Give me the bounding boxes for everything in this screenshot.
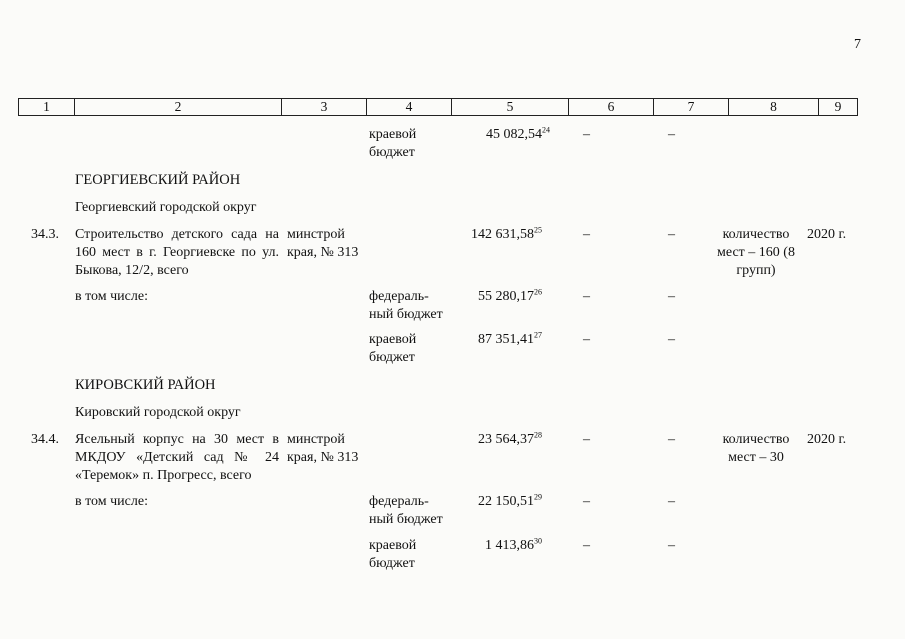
municipal-district: Георгиевский городской округ	[75, 200, 257, 215]
col6-dash: –	[583, 227, 590, 242]
municipal-district: Кировский городской округ	[75, 405, 241, 420]
header-col-2: 2	[75, 99, 282, 115]
district-heading: КИРОВСКИЙ РАЙОН	[75, 377, 216, 393]
header-col-3: 3	[282, 99, 367, 115]
header-col-8: 8	[729, 99, 819, 115]
header-col-9: 9	[834, 99, 842, 114]
budget-source: краевой бюджет	[369, 332, 417, 365]
amount: 1 413,86$^{30}$	[485, 536, 542, 553]
amount: 142 631,58$^{25}$	[471, 225, 542, 242]
amount: 45 082,54$^{24}$	[486, 125, 550, 142]
col7-dash: –	[668, 494, 675, 509]
item-number: 34.3.	[31, 227, 59, 242]
col6-dash: –	[583, 127, 590, 142]
responsible-ministry: минстрой края, № 313	[287, 227, 359, 260]
responsible-ministry: минстрой края, № 313	[287, 432, 359, 465]
budget-source: краевой бюджет	[369, 538, 417, 571]
page-number: 7	[854, 37, 861, 52]
header-col-4: 4	[367, 99, 452, 115]
header-col-1: 1	[19, 99, 75, 115]
col6-dash: –	[583, 289, 590, 304]
budget-source: федераль-ный бюджет	[369, 494, 443, 527]
header-col-6: 6	[569, 99, 654, 115]
amount: 55 280,17$^{26}$	[478, 287, 542, 304]
col7-dash: –	[668, 432, 675, 447]
amount: 87 351,41$^{27}$	[478, 330, 542, 347]
item-description: Строительство детского сада на 160 мест в г. Георгиевске по ул. Быкова, 12/2, всего	[75, 227, 279, 278]
budget-source: краевой бюджет	[369, 127, 417, 160]
result-indicator: количество мест – 160 (8 групп)	[717, 227, 795, 278]
col6-dash: –	[583, 538, 590, 553]
district-heading: ГЕОРГИЕВСКИЙ РАЙОН	[75, 172, 241, 188]
col7-dash: –	[668, 538, 675, 553]
col7-dash: –	[668, 332, 675, 347]
col7-dash: –	[668, 289, 675, 304]
col7-dash: –	[668, 227, 675, 242]
col7-dash: –	[668, 127, 675, 142]
including-label: в том числе:	[75, 289, 148, 304]
header-col-5: 5	[452, 99, 569, 115]
header-col-7: 7	[654, 99, 729, 115]
col6-dash: –	[583, 432, 590, 447]
amount: 22 150,51$^{29}$	[478, 492, 542, 509]
item-number: 34.4.	[31, 432, 59, 447]
amount: 23 564,37$^{28}$	[478, 430, 542, 447]
including-label: в том числе:	[75, 494, 148, 509]
completion-year: 2020 г.	[807, 432, 847, 447]
budget-source: федераль-ный бюджет	[369, 289, 443, 322]
item-description: Ясельный корпус на 30 мест в МКДОУ «Детский сад № 24 «Теремок» п. Прогресс, всего	[75, 432, 279, 483]
col6-dash: –	[583, 494, 590, 509]
completion-year: 2020 г.	[807, 227, 847, 242]
table-header	[18, 98, 858, 116]
result-indicator: количество мест – 30	[722, 432, 790, 465]
col6-dash: –	[583, 332, 590, 347]
